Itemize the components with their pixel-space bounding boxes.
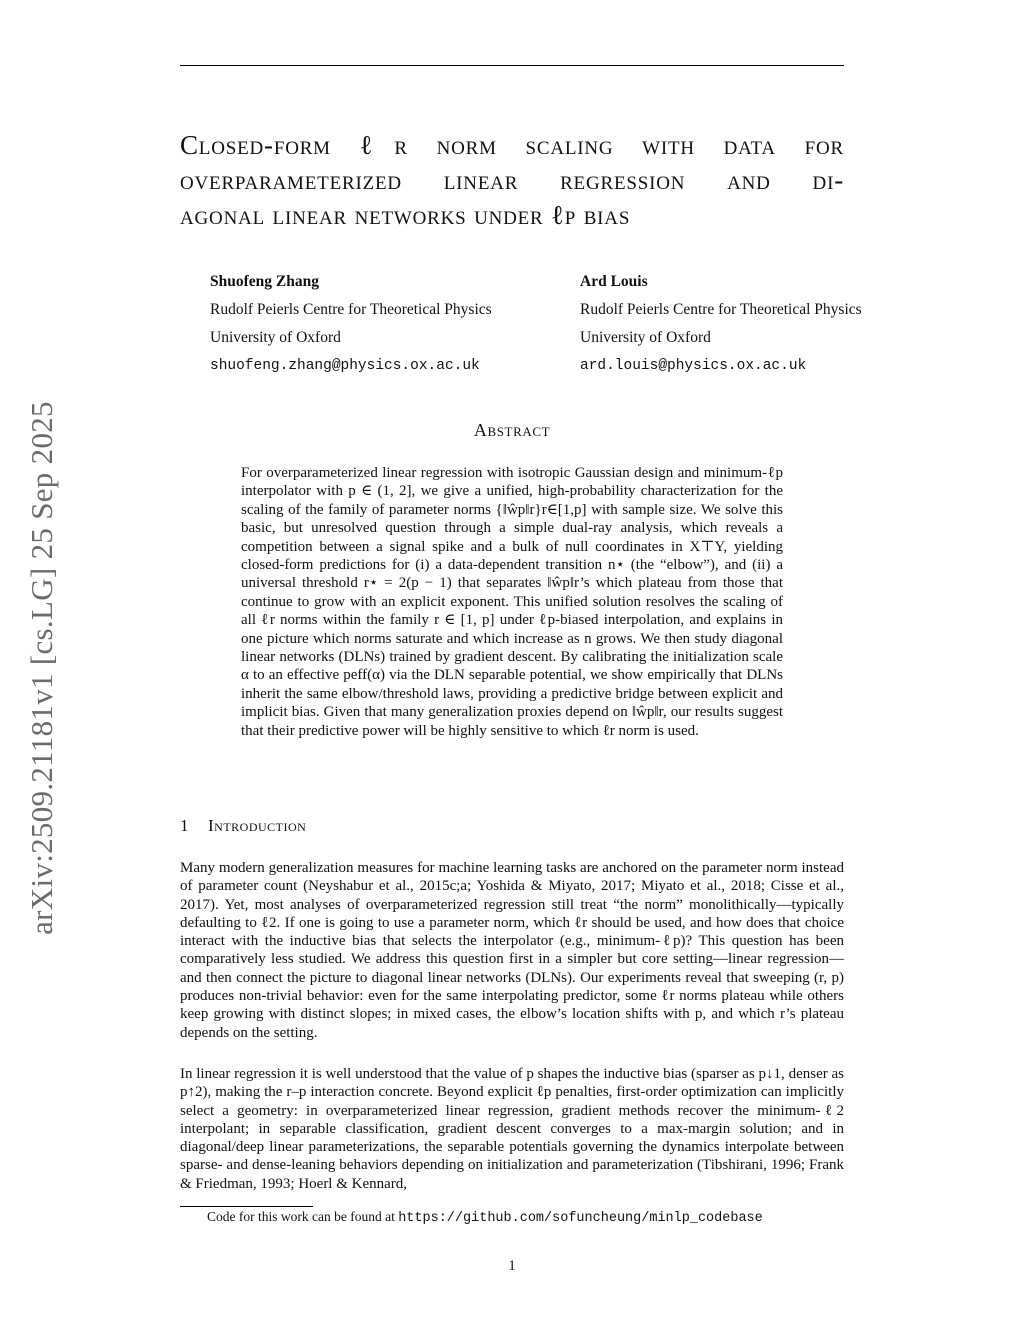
section-number: 1: [180, 816, 189, 835]
author-institution: University of Oxford: [210, 329, 341, 346]
abstract-text: For overparameterized linear regression with isotropic Gaussian design and minimum-ℓp interpolator with p ∈ (1, 2], we give a unified, high-probability characterization for the scaling of the family of parameter norms {‖ŵp‖r}r∈[1,p] with sample size. We solve this basic, but unresolved question through a simple dual-ray analysis, which reveals a competition between a signal spike and a bulk of null coordinates in X⊤Y, yielding closed-form predictions for (i) a data-dependent transition n⋆ (the “elbow”), and (ii) a universal threshold r⋆ = 2(p − 1) that separates ‖ŵp‖r’s which plateau from those that continue to grow with an explicit exponent. This unified solution resolves the scaling of all ℓr norms within the family r ∈ [1, p] under ℓp-biased interpolation, and explains in one picture which norms saturate and which increase as n grows. We then study diagonal linear networks (DLNs) trained by gradient descent. By calibrating the initialization scale α to an effective peff(α) via the DLN separable potential, we show empirically that DLNs inherit the same elbow/threshold laws, providing a predictive bridge between explicit and implicit bias. Given that many generalization proxies depend on ‖ŵp‖r, our results suggest that their predictive power will be highly sensitive to which ℓr norm is used.: [241, 465, 783, 739]
title-line-1: Closed-form ℓr norm scaling with data for: [180, 130, 844, 160]
page-number: 1: [508, 1258, 516, 1274]
author-block-1: [210, 268, 492, 380]
author-institution: University of Oxford: [580, 329, 711, 346]
section-heading: [180, 816, 306, 836]
title-line-2: overparameterized linear regression and di-: [180, 165, 844, 195]
arxiv-identifier: arXiv:2509.21181v1 [cs.LG] 25 Sep 2025: [24, 401, 59, 935]
header-rule: [180, 65, 844, 66]
paragraph-text: Many modern generalization measures for machine learning tasks are anchored on the parameter norm instead of parameter count (Neyshabur et al., 2015c;a; Yoshida & Miyato, 2017; Miyato et al., 2018; Cisse et al., 2017). Yet, most analyses of overparameterized regression still treat “the norm” monolithically—typically defaulting to ℓ2. If one is going to use a parameter norm, which ℓr should be used, and how does that choice interact with the inductive bias that selects the interpolator (e.g., minimum-ℓp)? This question has been comparatively less studied. We address this question first in a simpler but core setting—linear regression—and then connect the picture to diagonal linear networks (DLNs). Our experiments reveal that sweeping (r, p) produces non-trivial behavior: even for the same interpolating predictor, some ℓr norms plateau while others keep growing with distinct slopes; in mixed cases, the elbow’s location shifts with p, and which r’s plateau depends on the setting.: [180, 860, 844, 1041]
title-line-3: agonal linear networks under ℓp bias: [180, 200, 631, 230]
paper-title: [180, 128, 844, 233]
intro-paragraph-2: [180, 1065, 844, 1193]
abstract-body: [241, 464, 783, 740]
author-block-2: [580, 268, 862, 380]
footnote-rule: [180, 1206, 313, 1207]
abstract-heading: Abstract: [473, 420, 551, 440]
author-name: Ard Louis: [580, 273, 648, 290]
code-link[interactable]: https://github.com/sofuncheung/minlp_codebase: [398, 1211, 763, 1226]
author-affiliation: Rudolf Peierls Centre for Theoretical Physics: [210, 301, 492, 318]
author-name: Shuofeng Zhang: [210, 273, 319, 290]
footnote: [207, 1209, 763, 1226]
footnote-text: Code for this work can be found at: [207, 1209, 395, 1224]
intro-paragraph-1: [180, 859, 844, 1042]
section-title: Introduction: [208, 816, 307, 835]
author-affiliation: Rudolf Peierls Centre for Theoretical Physics: [580, 301, 862, 318]
author-email[interactable]: shuofeng.zhang@physics.ox.ac.uk: [210, 358, 480, 374]
paragraph-text: In linear regression it is well understood that the value of p shapes the inductive bias (sparser as p↓1, denser as p↑2), making the r–p interaction concrete. Beyond explicit ℓp penalties, first-order optimization can implicitly select a geometry: in overparameterized linear regression, gradient methods recover the minimum-ℓ2 interpolant; in separable classification, gradient descent converges to a max-margin solution; and in diagonal/deep linear parameterizations, the separable potentials governing the dynamics interpolate between sparse- and dense-leaning behaviors depending on initialization and parameterization (Tibshirani, 1996; Frank & Friedman, 1993; Hoerl & Kennard,: [180, 1066, 844, 1192]
arxiv-sidebar: [0, 0, 72, 1325]
author-email[interactable]: ard.louis@physics.ox.ac.uk: [580, 358, 807, 374]
